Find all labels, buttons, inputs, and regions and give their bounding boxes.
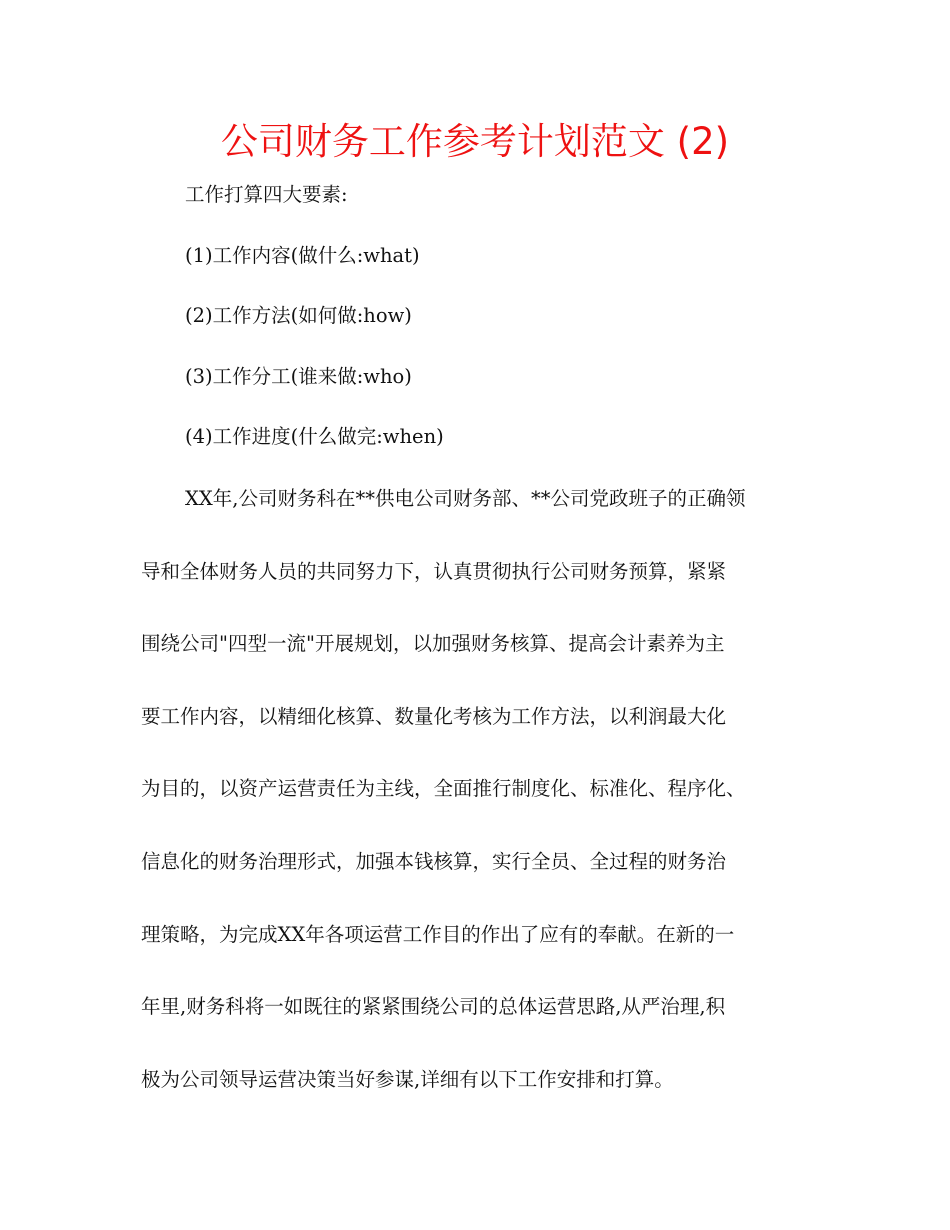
paragraph-line-4: 要工作内容，以精细化核算、数量化考核为工作方法，以利润最大化 [141,705,727,728]
paragraph-line-1: XX年,公司财务科在**供电公司财务部、**公司党政班子的正确领 [185,487,746,510]
paragraph-line-2: 导和全体财务人员的共同努力下，认真贯彻执行公司财务预算，紧紧 [141,560,727,583]
elements-heading: 工作打算四大要素: [185,183,348,206]
document-title: 公司财务工作参考计划范文 (2) [220,120,730,163]
paragraph-line-5: 为目的，以资产运营责任为主线，全面推行制度化、标准化、程序化、 [141,777,746,800]
paragraph-line-3: 围绕公司"四型一流"开展规划，以加强财务核算、提高会计素养为主 [141,632,725,655]
paragraph-line-9: 极为公司领导运营决策当好参谋,详细有以下工作安排和打算。 [141,1068,674,1091]
paragraph-line-8: 年里,财务科将一如既往的紧紧围绕公司的总体运营思路,从严治理,积 [141,995,726,1018]
element-item-2: (2)工作方法(如何做:how) [185,304,412,327]
element-item-3: (3)工作分工(谁来做:who) [185,365,412,388]
element-item-4: (4)工作进度(什么做完:when) [185,425,444,448]
element-item-1: (1)工作内容(做什么:what) [185,244,420,267]
paragraph-line-7: 理策略，为完成XX年各项运营工作目的作出了应有的奉献。在新的一 [141,923,735,946]
paragraph-line-6: 信息化的财务治理形式，加强本钱核算，实行全员、全过程的财务治 [141,850,727,873]
